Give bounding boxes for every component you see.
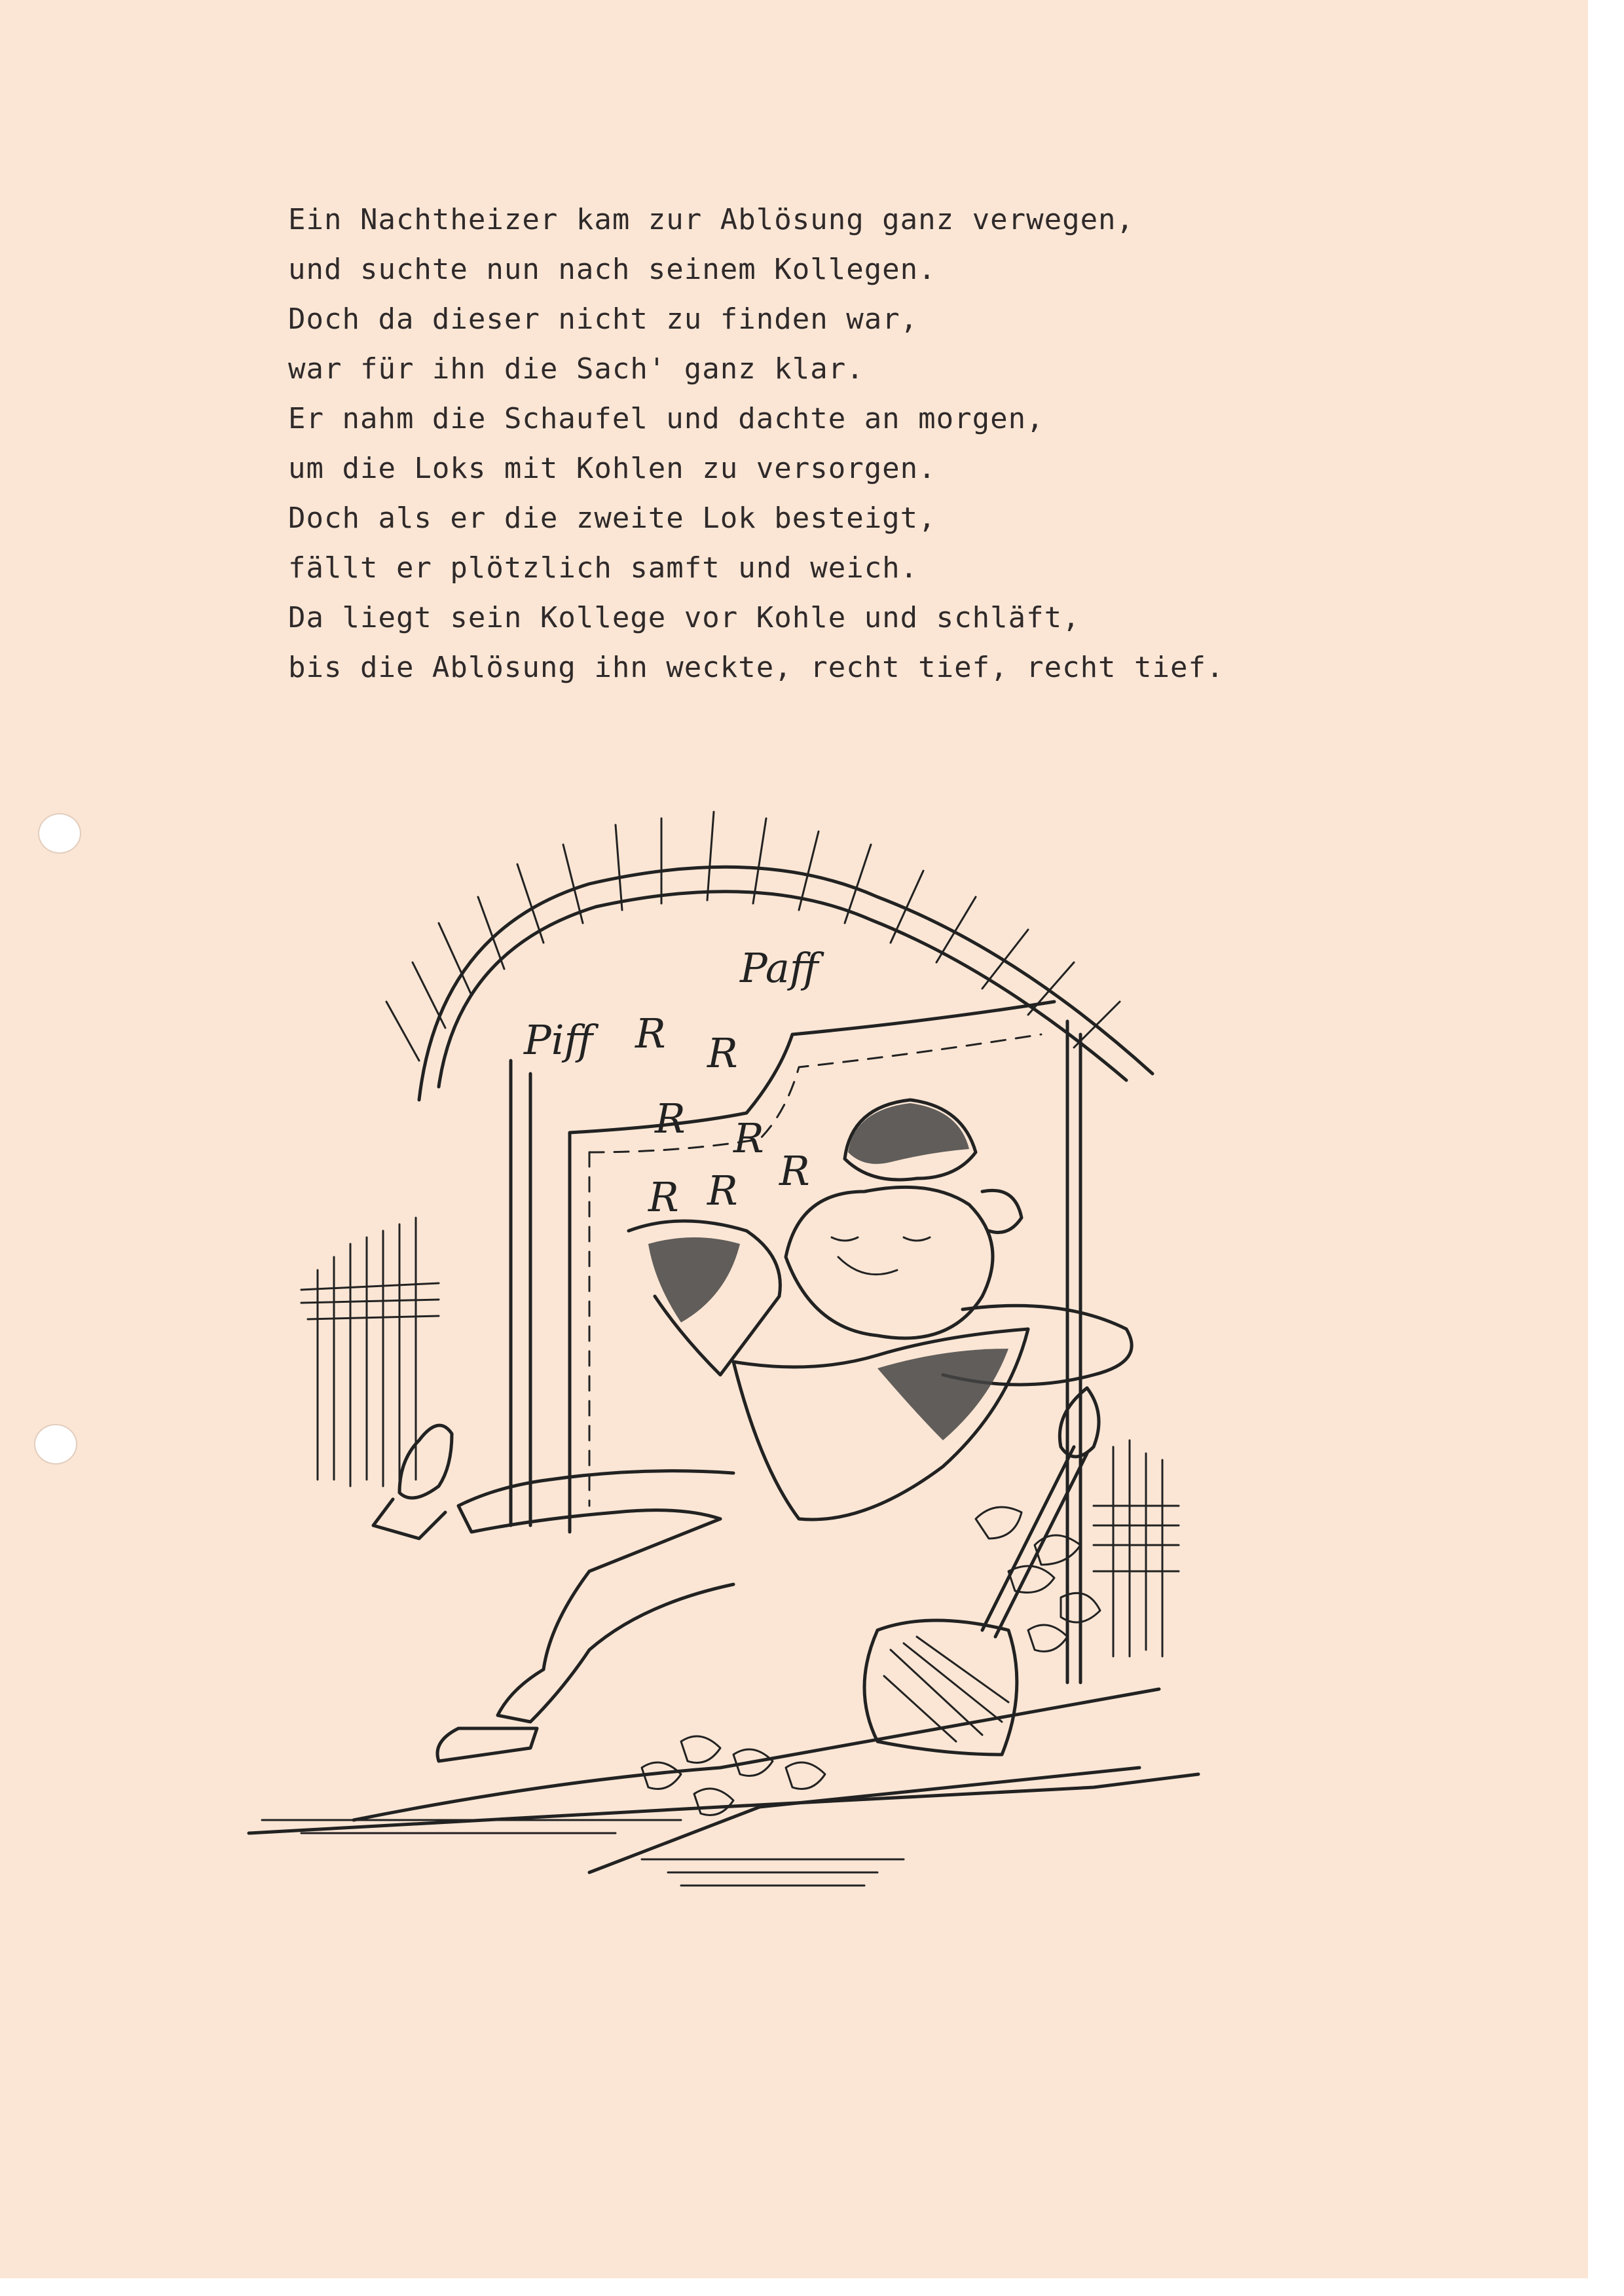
punch-hole-top	[38, 813, 81, 854]
snore-r: R	[707, 1029, 738, 1077]
firebox-door	[570, 1002, 1054, 1532]
poem-line: war für ihn die Sach' ganz klar.	[288, 352, 864, 386]
poem-line: Da liegt sein Kollege vor Kohle und schläft,	[288, 601, 1080, 634]
poem-line: um die Loks mit Kohlen zu versorgen.	[288, 452, 936, 485]
cab-floor	[249, 1689, 1198, 1886]
sleeping-stoker-illustration	[223, 786, 1297, 1938]
poem-line: und suchte nun nach seinem Kollegen.	[288, 253, 936, 286]
sketch-drawing	[223, 786, 1297, 1938]
stoker-figure	[629, 1100, 1132, 1520]
snore-r: R	[635, 1010, 666, 1057]
poem-line: bis die Ablösung ihn weckte, recht tief, recht tief.	[288, 651, 1225, 684]
poem-text	[288, 195, 1225, 693]
poem-line: fällt er plötzlich samft und weich.	[288, 551, 919, 585]
snore-r: R	[655, 1095, 686, 1142]
stoker-legs	[373, 1425, 733, 1761]
paff-lettering: Paff	[740, 944, 819, 992]
snore-r: R	[733, 1114, 764, 1162]
piff-lettering: Piff	[524, 1016, 593, 1064]
poem-line: Doch da dieser nicht zu finden war,	[288, 302, 919, 336]
snore-r: R	[779, 1147, 810, 1195]
poem-line: Doch als er die zweite Lok besteigt,	[288, 501, 936, 535]
snore-r: R	[707, 1167, 738, 1214]
punch-hole-bottom	[34, 1424, 77, 1465]
poem-line: Er nahm die Schaufel und dachte an morgen,	[288, 402, 1044, 435]
snore-r: R	[648, 1173, 679, 1221]
shovel	[864, 1388, 1099, 1755]
poem-line: Ein Nachtheizer kam zur Ablösung ganz verwegen,	[288, 203, 1135, 236]
